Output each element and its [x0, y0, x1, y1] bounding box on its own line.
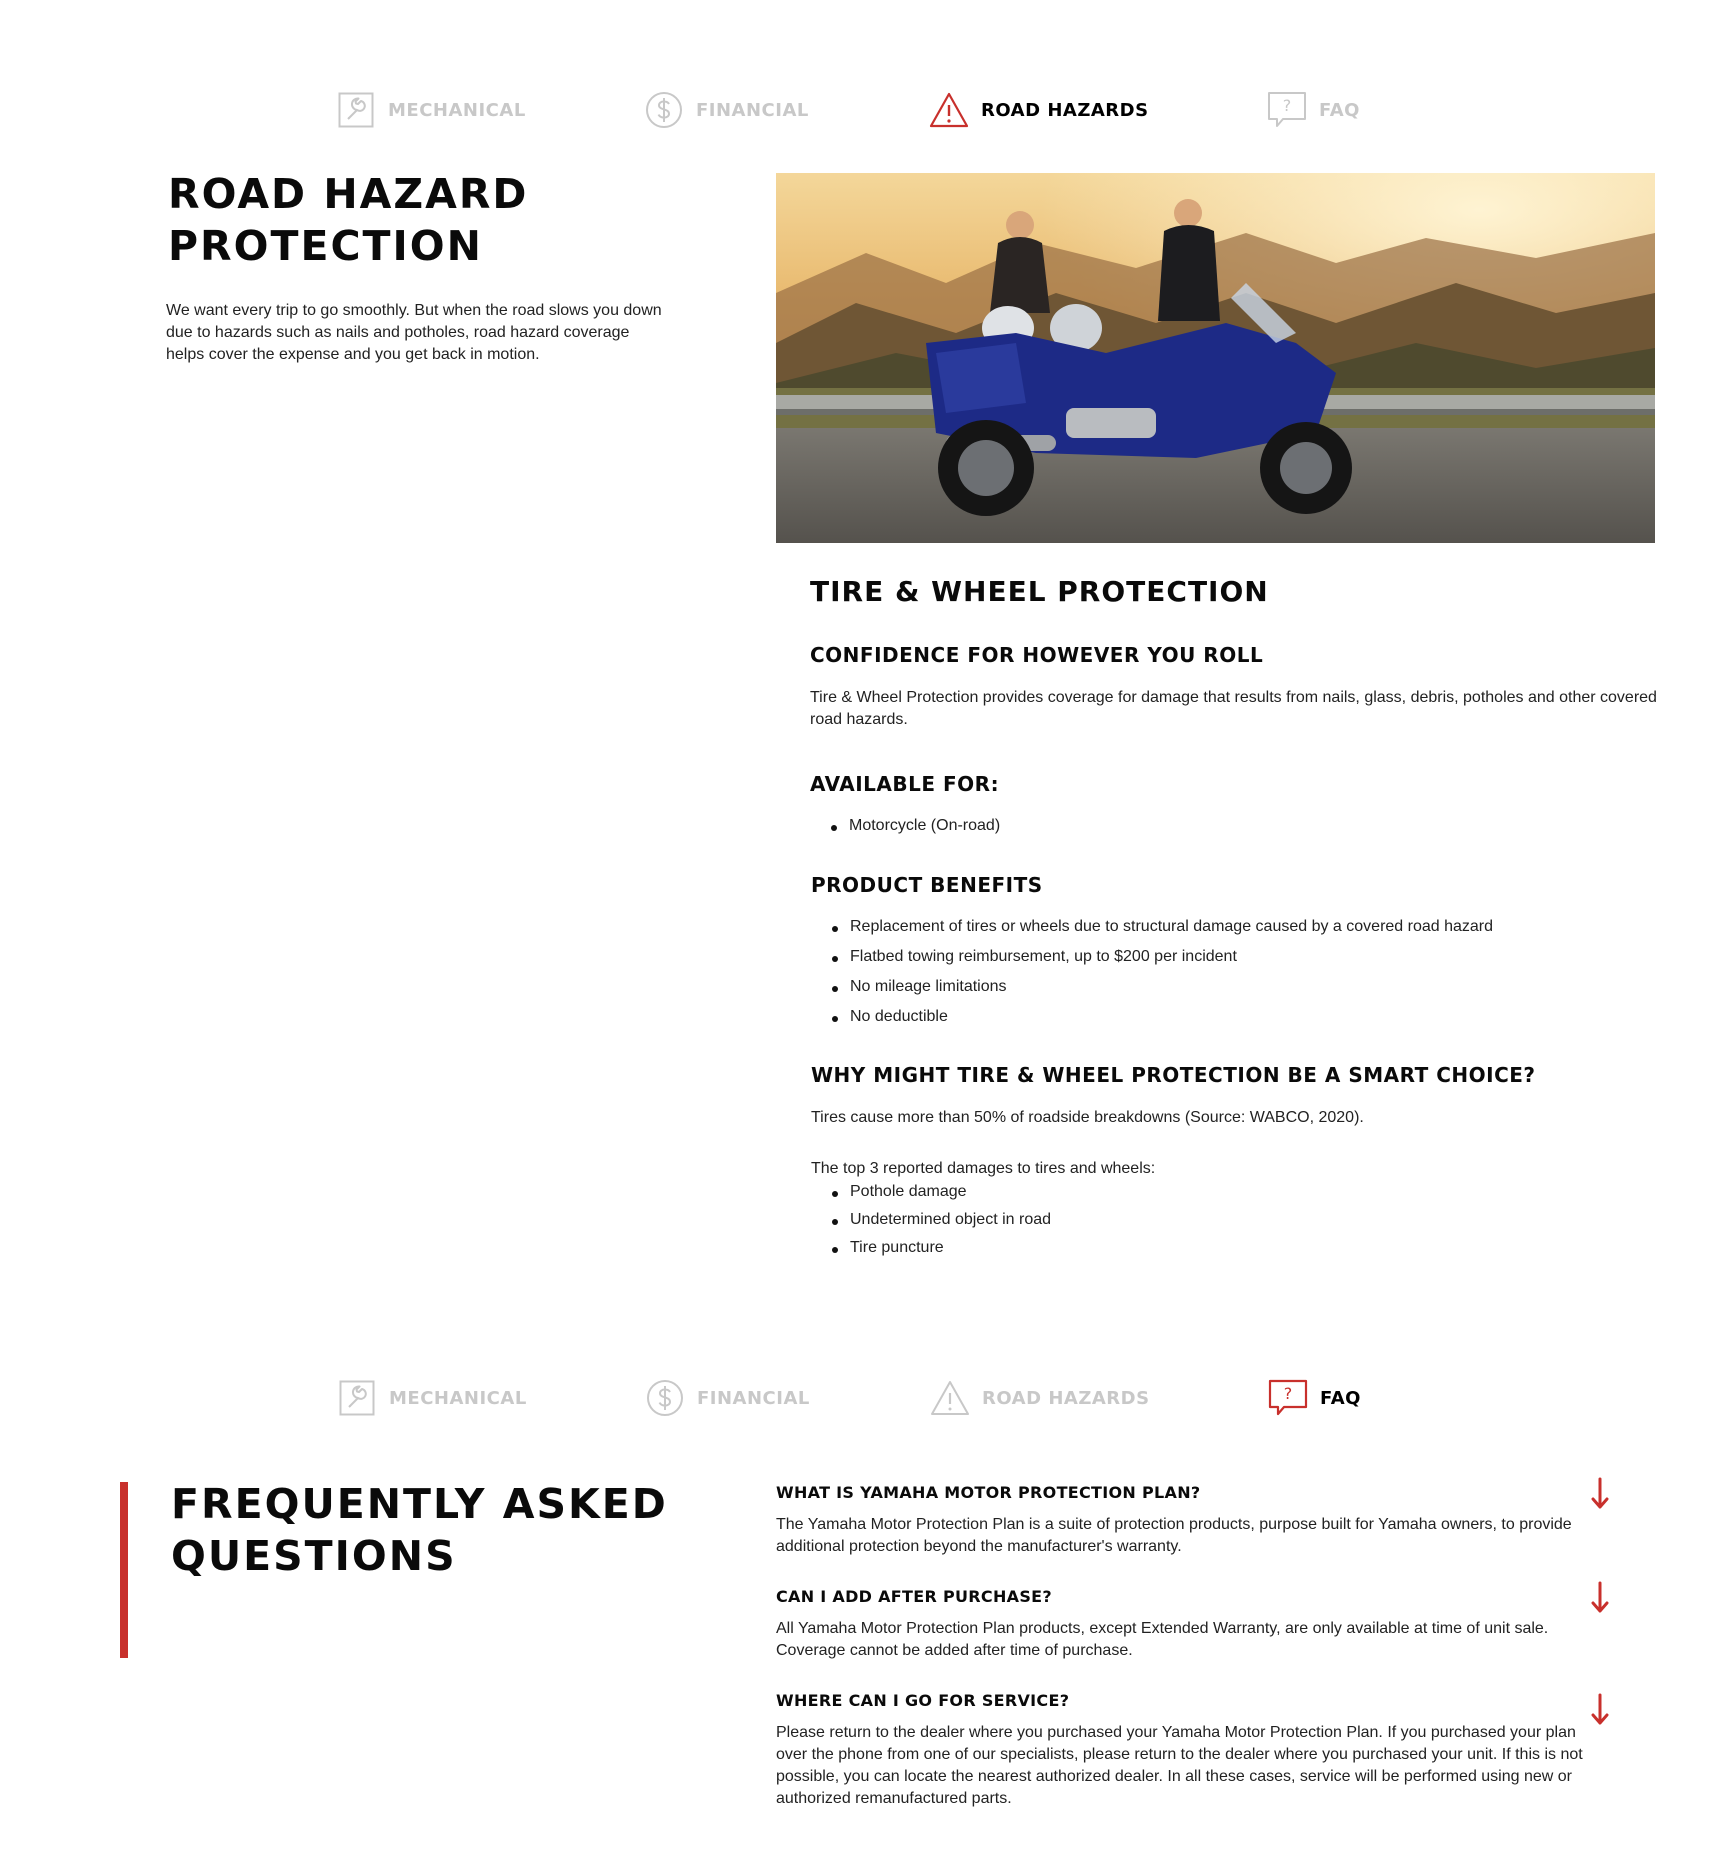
arrow-down-icon[interactable] [1590, 1693, 1610, 1727]
tab-road-hazards[interactable] [929, 80, 1149, 140]
warning-triangle-icon [930, 1378, 970, 1418]
arrow-down-icon[interactable] [1590, 1581, 1610, 1615]
top3-list [811, 1183, 1671, 1267]
product-description: Tire & Wheel Protection provides coverage for damage that results from nails, glass, debris, potholes and other covered road hazards. [810, 689, 1657, 728]
page-title [168, 168, 688, 272]
page-title-line-1: ROAD HAZARD [168, 170, 529, 218]
tab-faq[interactable] [1268, 1368, 1361, 1428]
hero-image [776, 173, 1655, 543]
tab-label: FINANCIAL [696, 99, 809, 121]
faq-item [776, 1483, 1636, 1558]
motorcycle-photo [776, 173, 1655, 543]
list-item: Pothole damage [811, 1183, 1671, 1211]
faq-item [776, 1691, 1636, 1810]
list-item: Motorcycle (On-road) [810, 817, 1670, 835]
dollar-icon [645, 1378, 685, 1418]
tab-mechanical[interactable] [336, 80, 526, 140]
wrench-icon [337, 1378, 377, 1418]
list-item: No deductible [811, 1008, 1671, 1038]
dollar-icon [644, 90, 684, 130]
faq-title [171, 1478, 671, 1582]
faq-item [776, 1587, 1636, 1662]
available-heading: AVAILABLE FOR: [810, 772, 1000, 796]
tab-label: FINANCIAL [697, 1387, 810, 1409]
question-bubble-icon [1267, 90, 1307, 130]
list-item: Undetermined object in road [811, 1211, 1671, 1239]
tab-label: FAQ [1320, 1387, 1361, 1409]
warning-triangle-icon [929, 90, 969, 130]
stat-text: Tires cause more than 50% of roadside breakdowns (Source: WABCO, 2020). [811, 1109, 1364, 1126]
list-item: No mileage limitations [811, 978, 1671, 1008]
intro-text: We want every trip to go smoothly. But when the road slows you down due to hazards such as nails and potholes, road hazard coverage helps cover the expense and you get back in motion. [166, 302, 662, 363]
tab-label: ROAD HAZARDS [981, 99, 1149, 121]
confidence-heading: CONFIDENCE FOR HOWEVER YOU ROLL [810, 643, 1264, 667]
wrench-icon [336, 90, 376, 130]
page-title-line-2: PROTECTION [168, 222, 483, 270]
faq-answer: Please return to the dealer where you purchased your Yamaha Motor Protection Plan. If you purchased your plan over the phone from one of our specialists, please return to the dealer where you purchased your unit. If this is not possible, you can locate the nearest authorized dealer. In all these cases, service will be performed using new or authorized remanufactured parts. [776, 1724, 1583, 1807]
svg-text:?: ? [1283, 1384, 1293, 1403]
tab-road-hazards[interactable] [930, 1368, 1150, 1428]
faq-question[interactable]: CAN I ADD AFTER PURCHASE? [776, 1587, 1052, 1606]
faq-question[interactable]: WHAT IS YAMAHA MOTOR PROTECTION PLAN? [776, 1483, 1201, 1502]
list-item: Replacement of tires or wheels due to structural damage caused by a covered road hazard [811, 918, 1671, 948]
top3-intro: The top 3 reported damages to tires and wheels: [811, 1160, 1156, 1177]
tab-label: FAQ [1319, 99, 1360, 121]
list-item: Tire puncture [811, 1239, 1671, 1267]
tab-faq[interactable] [1267, 80, 1360, 140]
tab-label: MECHANICAL [388, 99, 526, 121]
arrow-down-icon[interactable] [1590, 1477, 1610, 1511]
svg-text:?: ? [1282, 96, 1292, 115]
benefits-list [811, 918, 1671, 1038]
benefits-heading: PRODUCT BENEFITS [811, 873, 1043, 897]
tab-financial[interactable] [645, 1368, 810, 1428]
faq-title-line-1: FREQUENTLY ASKED [171, 1480, 668, 1528]
faq-answer: The Yamaha Motor Protection Plan is a suite of protection products, purpose built for Yamaha owners, to provide additional protection beyond the manufacturer's warranty. [776, 1516, 1572, 1555]
list-item: Flatbed towing reimbursement, up to $200 per incident [811, 948, 1671, 978]
product-title: TIRE & WHEEL PROTECTION [810, 575, 1269, 608]
tab-financial[interactable] [644, 80, 809, 140]
tab-label: MECHANICAL [389, 1387, 527, 1409]
available-list [810, 817, 1670, 835]
protection-tabs-top [0, 80, 1728, 140]
protection-tabs-bottom [0, 1368, 1728, 1428]
tab-mechanical[interactable] [337, 1368, 527, 1428]
tab-label: ROAD HAZARDS [982, 1387, 1150, 1409]
faq-answer: All Yamaha Motor Protection Plan products, except Extended Warranty, are only available at time of unit sale. Coverage cannot be added after time of purchase. [776, 1620, 1549, 1659]
faq-question[interactable]: WHERE CAN I GO FOR SERVICE? [776, 1691, 1070, 1710]
faq-title-line-2: QUESTIONS [171, 1532, 457, 1580]
why-heading: WHY MIGHT TIRE & WHEEL PROTECTION BE A SMART CHOICE? [811, 1063, 1536, 1087]
faq-accent-bar [120, 1482, 128, 1658]
question-bubble-icon [1268, 1378, 1308, 1418]
